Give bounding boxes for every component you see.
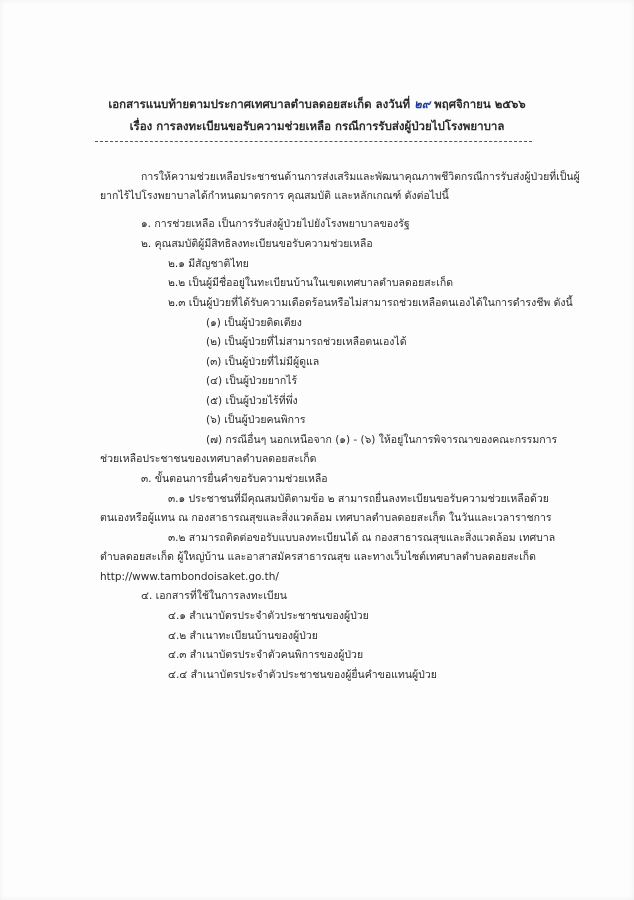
title-prefix: เอกสารแนบท้ายตามประกาศเทศบาลตำบลดอยสะเก็ด ลงวันที่ — [108, 97, 411, 111]
section-3: ๓. ขั้นตอนการยื่นคำขอรับความช่วยเหลือ — [141, 473, 328, 485]
section-3-1-line1: ๓.๑ ประชาชนที่มีคุณสมบัติตามข้อ ๒ สามารถยื่นลงทะเบียนขอรับความช่วยเหลือด้วย — [168, 493, 549, 505]
intro-line-1: การให้ความช่วยเหลือประชาชนด้านการส่งเสริมและพัฒนาคุณภาพชีวิตกรณีการรับส่งผู้ป่วยที่เป็นผู้ — [141, 171, 580, 183]
list-item: ๔.๒ สำเนาทะเบียนบ้านของผู้ป่วย — [168, 630, 318, 642]
section-2-3: ๒.๓ เป็นผู้ป่วยที่ได้รับความเดือดร้อนหรือไม่สามารถช่วยเหลือตนเองได้ในการดำรงชีพ ดังนี้ — [168, 297, 573, 309]
section-2-1: ๒.๑ มีสัญชาติไทย — [168, 258, 249, 270]
list-item: ๔.๑ สำเนาบัตรประจำตัวประชาชนของผู้ป่วย — [168, 610, 369, 622]
list-item: (๒) เป็นผู้ป่วยที่ไม่สามารถช่วยเหลือตนเองได้ — [206, 336, 407, 348]
section-1: ๑. การช่วยเหลือ เป็นการรับส่งผู้ป่วยไปยังโรงพยาบาลของรัฐ — [141, 218, 410, 230]
list-item: ๔.๔ สำเนาบัตรประจำตัวประชาชนของผู้ยื่นคำขอแทนผู้ป่วย — [168, 669, 437, 681]
intro-line-2: ยากไร้ไปโรงพยาบาลได้กำหนดมาตรการ คุณสมบัติ และหลักเกณฑ์ ดังต่อไปนี้ — [100, 190, 449, 202]
section-3-2-line2: ตำบลดอยสะเก็ด ผู้ใหญ่บ้าน และอาสาสมัครสาธารณสุข และทางเว็บไซต์เทศบาลตำบลดอยสะเก็ด — [100, 551, 536, 563]
list-item: ๔.๓ สำเนาบัตรประจำตัวคนพิการของผู้ป่วย — [168, 649, 364, 661]
list-item: (๔) เป็นผู้ป่วยยากไร้ — [206, 375, 298, 387]
section-2-2: ๒.๒ เป็นผู้มีชื่ออยู่ในทะเบียนบ้านในเขตเทศบาลตำบลดอยสะเก็ด — [168, 277, 454, 289]
title-suffix: พฤศจิกายน ๒๕๖๖ — [434, 97, 526, 111]
section-4: ๔. เอกสารที่ใช้ในการลงทะเบียน — [141, 590, 287, 602]
handwritten-date-day: ๒๙ — [414, 97, 431, 111]
document-title-line2: เรื่อง การลงทะเบียนขอรับความช่วยเหลือ กรณีการรับส่งผู้ป่วยไปโรงพยาบาล — [129, 119, 505, 133]
list-item: (๕) เป็นผู้ป่วยไร้ที่พึ่ง — [206, 395, 298, 407]
section-2-3-continuation: ช่วยเหลือประชาชนของเทศบาลตำบลดอยสะเก็ด — [100, 453, 317, 465]
list-item: (๓) เป็นผู้ป่วยที่ไม่มีผู้ดูแล — [206, 356, 320, 368]
document-title-line1 — [0, 96, 634, 114]
list-item: (๑) เป็นผู้ป่วยติดเตียง — [206, 317, 302, 329]
list-item: (๗) กรณีอื่นๆ นอกเหนือจาก (๑) - (๖) ให้อยู่ในการพิจารณาของคณะกรรมการ — [206, 434, 558, 446]
section-3-1-line2: ตนเองหรือผู้แทน ณ กองสาธารณสุขและสิ่งแวดล้อม เทศบาลตำบลดอยสะเก็ด ในวันและเวลาราชการ — [100, 512, 552, 524]
dashed-divider — [95, 141, 532, 142]
website-url[interactable]: http://www.tambondoisaket.go.th/ — [100, 571, 279, 583]
section-3-2-line1: ๓.๒ สามารถติดต่อขอรับแบบลงทะเบียนได้ ณ กองสาธารณสุขและสิ่งแวดล้อม เทศบาล — [168, 532, 556, 544]
list-item: (๖) เป็นผู้ป่วยคนพิการ — [206, 414, 306, 426]
section-2: ๒. คุณสมบัติผู้มีสิทธิลงทะเบียนขอรับความช่วยเหลือ — [141, 238, 373, 250]
